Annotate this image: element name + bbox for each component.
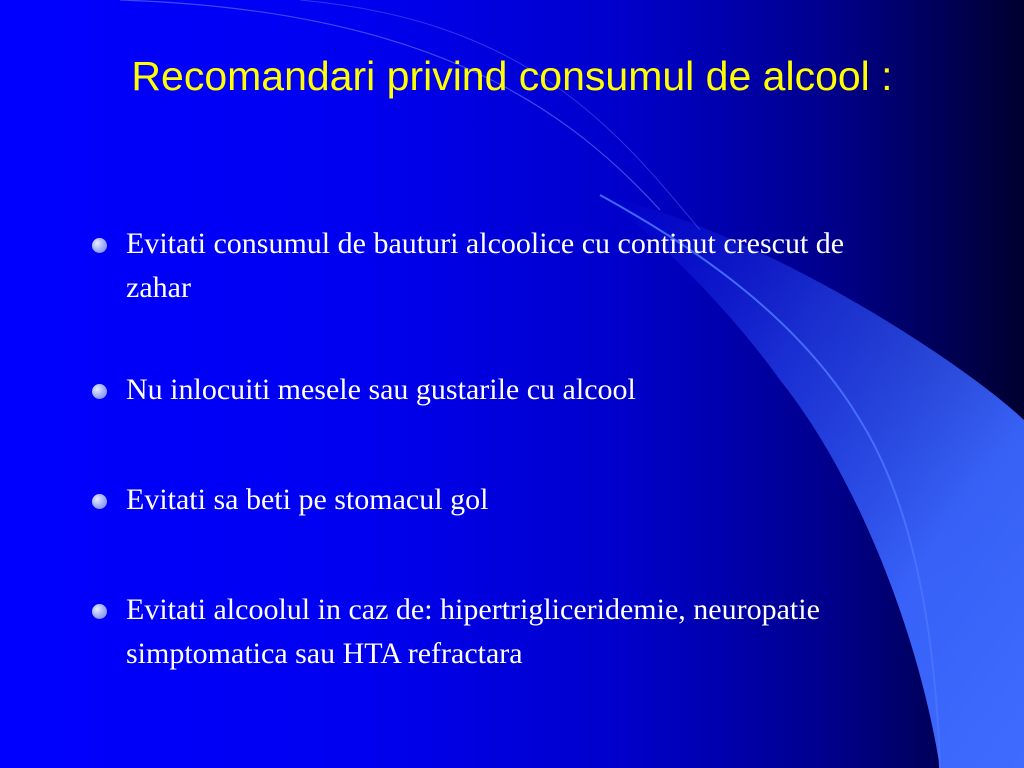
bullet-item [92, 478, 892, 522]
bullet-icon [92, 494, 107, 509]
bullet-text: Evitati sa beti pe stomacul gol [126, 483, 489, 516]
bullet-icon [92, 604, 107, 619]
bullet-item [92, 368, 892, 412]
bullet-item [92, 222, 892, 310]
bullet-list [92, 222, 892, 734]
bullet-item [92, 588, 892, 676]
bullet-icon [92, 238, 107, 253]
bullet-text: Evitati consumul de bauturi alcoolice cu continut crescut de zahar [126, 227, 845, 304]
bullet-icon [92, 384, 107, 399]
bullet-text: Evitati alcoolul in caz de: hipertrigliceridemie, neuropatie simptomatica sau HTA refractara [126, 593, 820, 670]
slide-title: Recomandari privind consumul de alcool : [131, 53, 893, 99]
bullet-text: Nu inlocuiti mesele sau gustarile cu alcool [126, 373, 636, 406]
